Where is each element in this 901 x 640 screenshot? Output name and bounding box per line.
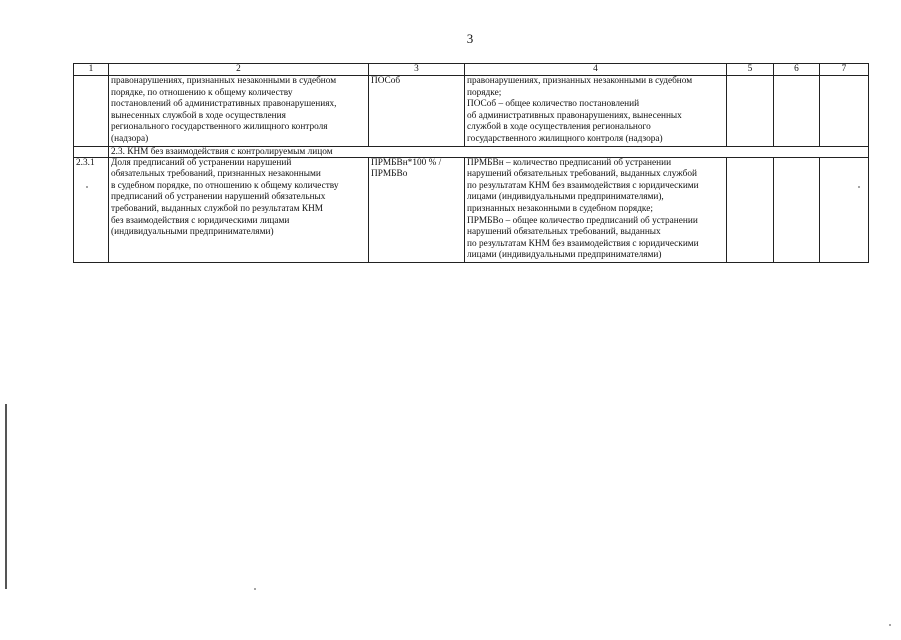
- value-cell: [820, 76, 869, 147]
- indicator-name-cell: Доля предписаний об устранении нарушений обязательных требований, признанных незаконными в судебном порядке, по отношению к общему количеству предписаний об устранении нарушений обязательных требований, выданных службой по результатам КНМ без взаимодействия с юридическими лицами (индивидуальными предпринимателями): [109, 157, 369, 262]
- row-number-cell: 2.3.1: [74, 157, 109, 262]
- value-cell: [774, 76, 820, 147]
- table-header-row: [74, 64, 869, 76]
- column-header: 5: [727, 64, 774, 76]
- scan-edge-mark: [5, 404, 7, 589]
- column-header: 2: [109, 64, 369, 76]
- formula-cell: ПРМБВн*100 % / ПРМБВо: [369, 157, 465, 262]
- scan-speck: [858, 186, 860, 188]
- section-title: 2.3. КНМ без взаимодействия с контролируемым лицом: [109, 146, 869, 157]
- description-cell: ПРМБВн – количество предписаний об устранении нарушений обязательных требований, выданных службой по результатам КНМ без взаимодействия с юридическими лицами (индивидуальными предпринимателями), признанных незаконными в судебном порядке; ПРМБВо – общее количество предписаний об устранении нарушений обязательных требований, выданных по результатам КНМ без взаимодействия с юридическими лицами (индивидуальными предпринимателями): [465, 157, 727, 262]
- value-cell: [727, 157, 774, 262]
- value-cell: [820, 157, 869, 262]
- column-header: 6: [774, 64, 820, 76]
- indicators-table: [73, 63, 869, 263]
- column-header: 4: [465, 64, 727, 76]
- value-cell: [727, 76, 774, 147]
- column-header: 1: [74, 64, 109, 76]
- scan-speck: [889, 624, 891, 626]
- description-cell: правонарушениях, признанных незаконными в судебном порядке; ПОСоб – общее количество постановлений об административных правонарушениях, вынесенных службой в ходе осуществления регионального государственного жилищного контроля (надзора): [465, 76, 727, 147]
- scan-speck: [254, 588, 256, 590]
- value-cell: [774, 157, 820, 262]
- section-header-row: [74, 146, 869, 157]
- column-header: 3: [369, 64, 465, 76]
- row-number-cell: [74, 146, 109, 157]
- row-number-cell: [74, 76, 109, 147]
- table-row: [74, 157, 869, 262]
- formula-cell: ПОСоб: [369, 76, 465, 147]
- table-row: [74, 76, 869, 147]
- scan-speck: [86, 186, 88, 188]
- page-number: 3: [466, 31, 474, 46]
- column-header: 7: [820, 64, 869, 76]
- indicator-name-cell: правонарушениях, признанных незаконными в судебном порядке, по отношению к общему количеству постановлений об административных правонарушениях, вынесенных службой в ходе осуществления регионального государственного жилищного контроля (надзора): [109, 76, 369, 147]
